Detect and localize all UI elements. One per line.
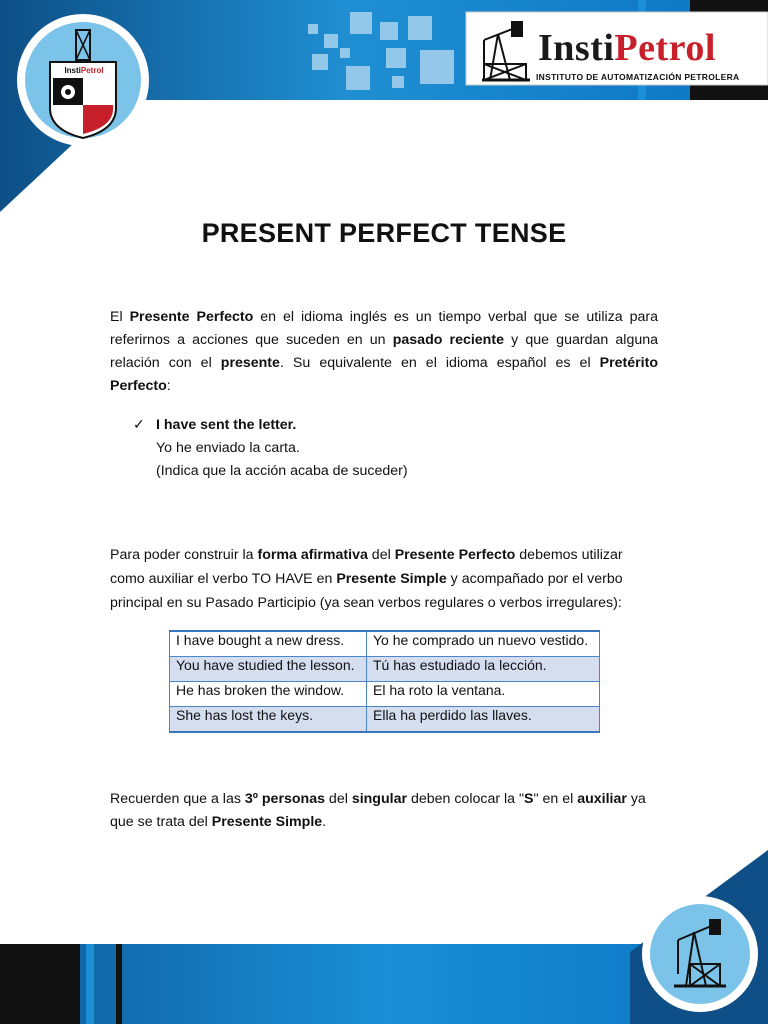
table-row (170, 631, 600, 657)
table-cell-spanish: Tú has estudiado la lección. (367, 657, 600, 682)
table-cell-spanish: Yo he comprado un nuevo vestido. (367, 631, 600, 657)
example-block (133, 414, 633, 483)
table-cell-spanish: El ha roto la ventana. (367, 682, 600, 707)
brand-name: InstiPetrol (538, 27, 716, 69)
note-paragraph: Recuerden que a las 3º personas del singular deben colocar la "S" en el auxiliar ya que se trata del Presente Simple. (110, 791, 646, 830)
page-title: PRESENT PERFECT TENSE (201, 218, 567, 248)
table-row (170, 707, 600, 733)
intro-paragraph: El Presente Perfecto en el idioma inglés es un tiempo verbal que se utiliza para referirnos a acciones que suceden en un pasado reciente y que guardan alguna relación con el presente. Su equivalente en el idioma español es el Pretérito Perfecto: (110, 309, 658, 394)
checkmark-icon: ✓ (133, 417, 145, 433)
table-cell-english: I have bought a new dress. (170, 631, 367, 657)
example-english: I have sent the letter. (156, 417, 297, 433)
footer-dark-strip (0, 944, 80, 1024)
table-cell-english: He has broken the window. (170, 682, 367, 707)
table-cell-english: She has lost the keys. (170, 707, 367, 733)
table-cell-spanish: Ella ha perdido las llaves. (367, 707, 600, 733)
example-note: (Indica que la acción acaba de suceder) (156, 463, 408, 479)
header-white-overlay (150, 100, 768, 108)
badge-label: InstiPetrol (64, 66, 104, 75)
table-row (170, 657, 600, 682)
rule-paragraph: Para poder construir la forma afirmativa del Presente Perfecto debemos utilizar como auxiliar el verbo TO HAVE en Presente Simple y acompañado por el verbo principal en su Pasado Participio (ya sean verbos regulares o verbos irregulares): (110, 547, 623, 611)
table-row (170, 682, 600, 707)
example-spanish: Yo he enviado la carta. (156, 440, 300, 456)
table-cell-english: You have studied the lesson. (170, 657, 367, 682)
examples-table (169, 630, 600, 733)
footer-badge-circle (650, 904, 750, 1004)
brand-subtitle: INSTITUTO DE AUTOMATIZACIÓN PETROLERA (536, 72, 740, 82)
footer-banner (0, 840, 768, 1024)
